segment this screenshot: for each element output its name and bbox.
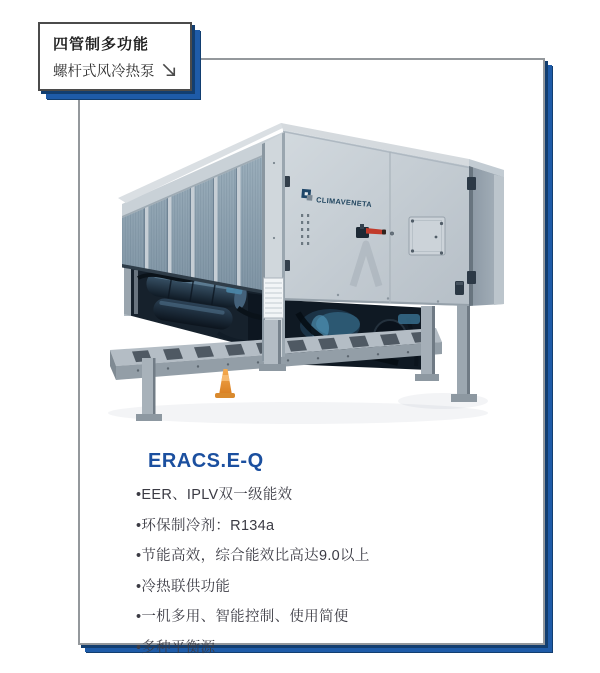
header-badge <box>38 22 192 91</box>
feature-item: •环保制冷剂：R134a <box>136 517 275 534</box>
floor-shadow <box>108 393 488 424</box>
condenser-coils <box>122 132 283 296</box>
feature-list <box>136 483 370 666</box>
feature-item: •冷热联供功能 <box>136 578 231 595</box>
product-photo <box>98 118 528 438</box>
corner-post <box>259 132 286 371</box>
feature-item: •EER、IPLV双一级能效 <box>136 487 293 503</box>
product-model-title: ERACS.E-Q <box>148 450 264 472</box>
diagonal-arrow-icon <box>160 61 179 80</box>
feature-item: •节能高效，综合能效比高达9.0以上 <box>136 548 370 564</box>
electrical-box <box>409 217 445 255</box>
badge-title: 四管制多功能 <box>53 36 150 53</box>
badge-subtitle-row <box>53 60 177 81</box>
brand-logo-text: CLIMAVENETA <box>315 195 373 209</box>
vent-grille <box>264 278 284 318</box>
feature-item: •多种平衡源 <box>136 639 216 656</box>
product-image <box>98 118 528 438</box>
badge-subtitle: 螺杆式风冷热泵 <box>53 64 155 80</box>
safety-cone <box>215 369 235 398</box>
feature-item: •一机多用、智能控制、使用简便 <box>136 609 349 625</box>
